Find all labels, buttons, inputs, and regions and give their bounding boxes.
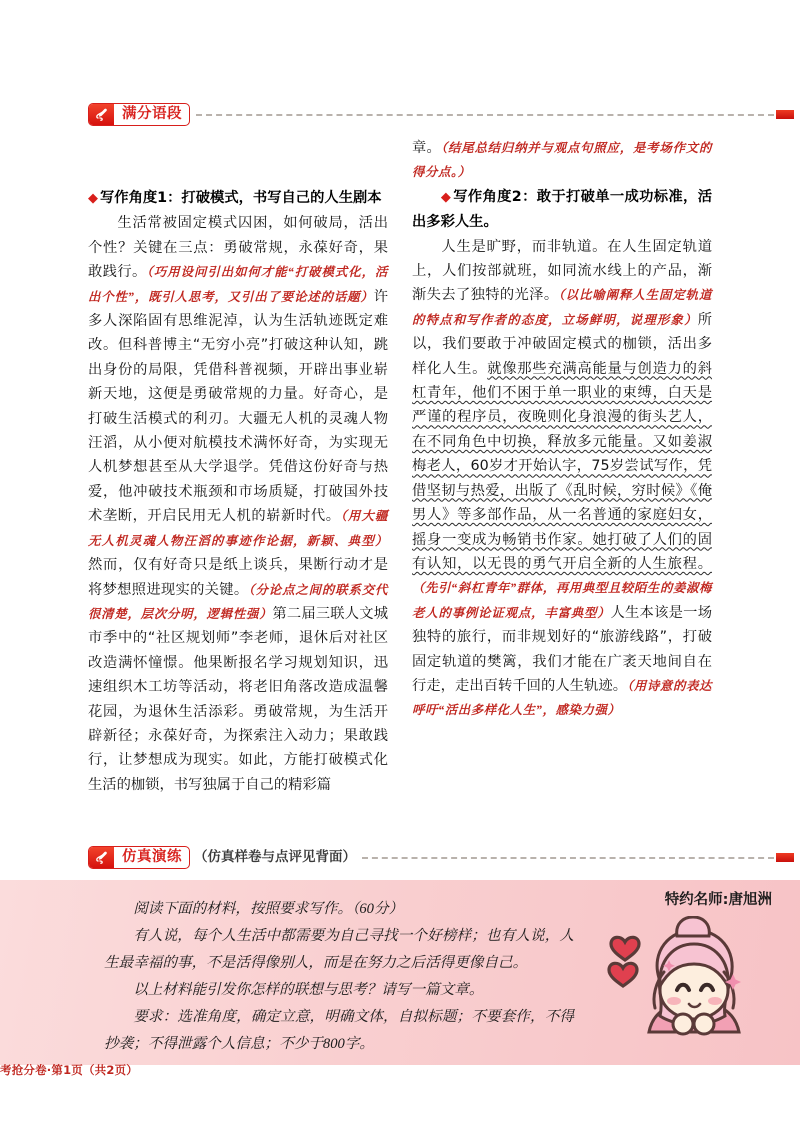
mascot-illustration [607, 916, 782, 1056]
annotation: （用大疆无人机灵魂人物汪滔的事迹作论据，新颖、典型） [88, 509, 389, 548]
exercise-panel [0, 880, 800, 1065]
header-dashed-rule [196, 114, 774, 116]
body-text: 人生是旷野，而非轨道。在人生固定轨道上，人们按部就班，如同流水线上的产品，渐渐失去了独特的光泽。 [412, 238, 712, 304]
body-text: 所以，我们要敢于冲破固定模式的枷锁，活出多样化人生。 [412, 311, 712, 377]
body-text: 人生本该是一场独特的旅行，而非规划好的“旅游线路”，打破固定轨道的樊篱，我们才能在广袤天地间自在行走，走出百转千回的人生轨迹。 [412, 604, 713, 694]
section-header-full-score [88, 102, 794, 126]
heart-icon [609, 937, 639, 986]
annotation: （以比喻阐释人生固定轨道的特点和写作者的态度，立场鲜明，说理形象） [412, 288, 713, 327]
writing-angle-1-title: ◆ 写作角度1：打破模式，书写自己的人生剧本 [88, 190, 382, 206]
exercise-text-block [104, 896, 574, 1058]
annotation: （用诗意的表达呼吁“活出多样化人生”，感染力强） [412, 678, 713, 718]
writing-angle-2-title: ◆ 写作角度2：敢于打破单一成功标准，活出多彩人生。 [412, 188, 712, 231]
body-text: 第二届三联人文城市季中的“社区规划师”李老师，退休后对社区改造满怀憧憬。他果断报名学习规划知识，迅速组织木工坊等活动，将老旧角落改造成温馨花园，为退休生活添彩。勇破常规，为生活开辟新径；永葆好奇，为探索注入动力；果敢践行，让梦想成为现实。如此，方能打破模式化生活的枷锁，书写独属于自己的精彩篇 [88, 605, 388, 793]
section-header-simulation [88, 845, 794, 869]
page-footer: 考抢分卷·第1页（共2页） [0, 1063, 138, 1077]
right-column-body [412, 235, 712, 723]
diamond-bullet-icon: ◆ [88, 191, 98, 206]
diamond-bullet-icon: ◆ [440, 189, 452, 205]
badge-full-score [88, 103, 190, 126]
header-end-cap [776, 110, 794, 119]
annotation: （结尾总结归纳并与观点句照应，是考场作文的得分点。） [412, 141, 712, 180]
right-column [412, 136, 712, 723]
section-note: （仿真样卷与点评见背面） [194, 848, 356, 865]
exercise-requirement: 要求：选准角度，确定立意，明确文体，自拟标题；不要套作，不得抄袭；不得泄露个人信息；不少于800字。 [104, 1009, 574, 1052]
body-text-underlined: 就像那些充满高能量与创造力的斜杠青年，他们不困于单一职业的束缚，白天是严谨的程序员，夜晚则化身浪漫的街头艺人，在不同角色中切换，释放多元能量。又如姜淑梅老人，60岁才开始认字，75岁尝试写作，凭借坚韧与热爱，出版了《乱时候，穷时候》《俺男人》等多部作品，从一名普通的家庭妇女，摇身一变成为畅销书作家。她打破了人们的固有认知，以无畏的勇气开启全新的人生旅程。 [412, 360, 713, 572]
header-dashed-rule [362, 857, 774, 859]
body-text: 生活常被固定模式囚困，如何破局，活出个性？关键在三点：勇破常规，永葆好奇，果敢践行。 [88, 215, 388, 281]
teacher-credit: 特约名师:唐旭洲 [664, 892, 772, 908]
right-column-carryover [412, 136, 712, 185]
pen-icon [89, 104, 114, 125]
exercise-material: 有人说，每个人生活中都需要为自己寻找一个好榜样；也有人说，人生最幸福的事，不是活得像别人，而是在努力之后活得更像自己。 [104, 928, 574, 971]
left-column [88, 186, 388, 797]
exercise-prompt: 阅读下面的材料，按照要求写作。（60分） [133, 901, 404, 917]
pen-icon [89, 847, 114, 868]
body-text: 章。 [412, 140, 442, 156]
left-column-body [88, 211, 388, 797]
badge-simulation [88, 846, 190, 869]
body-text: 许多人深陷固有思维泥淖，认为生活轨迹既定难改。但科普博主“无穷小亮”打破这种认知，跳出身份的局限，凭借科普视频，开辟出事业崭新天地，这便是勇破常规的力量。好奇心，是打破生活模式的利刃。大疆无人机的灵魂人物汪滔，从小便对航模技术满怀好奇，为实现无人机梦想甚至从大学退学。凭借这份好奇与热爱，他冲破技术瓶颈和市场质疑，打破国外技术垄断，开启民用无人机的崭新时代。 [88, 288, 388, 525]
annotation: （分论点之间的联系交代很清楚，层次分明，逻辑性强） [88, 582, 389, 621]
badge-label: 满分语段 [122, 105, 182, 122]
annotation: （巧用设问引出如何才能“打破模式化，活出个性”，既引人思考，又引出了要论述的话题） [88, 265, 388, 304]
badge-label: 仿真演练 [122, 848, 182, 865]
exercise-question: 以上材料能引发你怎样的联想与思考？请写一篇文章。 [133, 982, 484, 998]
header-end-cap [776, 853, 794, 862]
body-text: 然而，仅有好奇只是纸上谈兵，果断行动才是将梦想照进现实的关键。 [88, 557, 388, 598]
annotation: （先引“斜杠青年”群体，再用典型且较陌生的姜淑梅老人的事例论证观点，丰富典型） [412, 581, 712, 620]
